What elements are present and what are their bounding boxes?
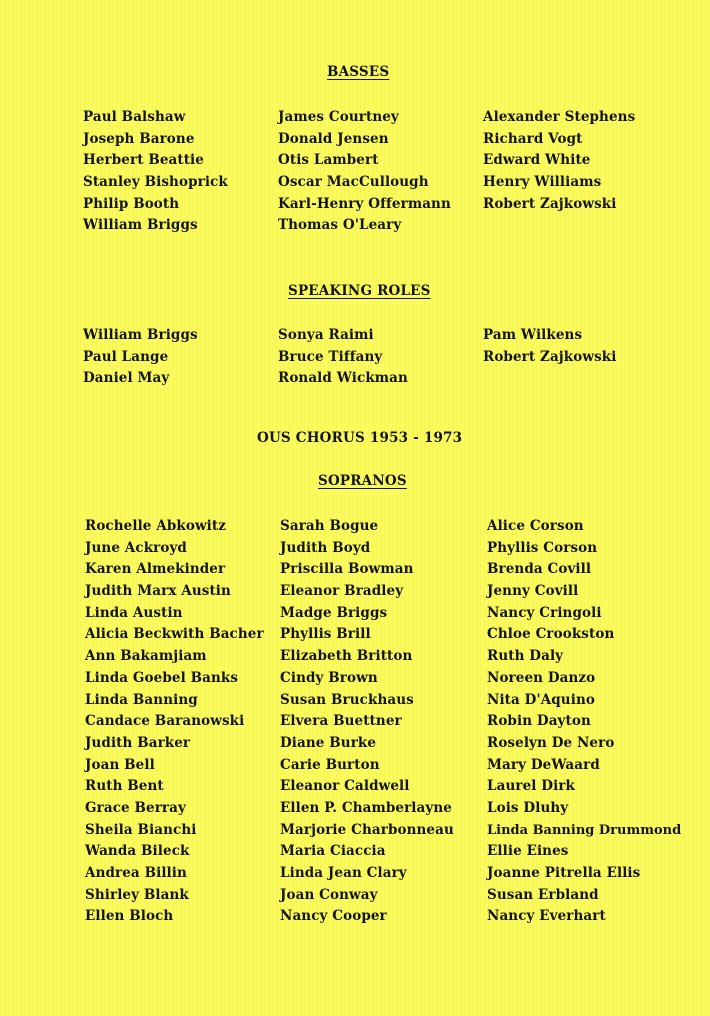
soprano-name: Linda Goebel Banks [85, 669, 239, 686]
basses-name: Paul Balshaw [83, 109, 186, 125]
basses-name: Karl-Henry Offermann [278, 195, 451, 212]
speaking-role-name: Paul Lange [83, 348, 169, 365]
speaking-role-name: Pam Wilkens [483, 327, 583, 343]
speaking-role-name: Robert Zajkowski [483, 348, 617, 365]
soprano-name: Sheila Bianchi [85, 821, 197, 838]
basses-name: Richard Vogt [483, 130, 583, 147]
soprano-name: Linda Austin [85, 604, 183, 621]
soprano-name: Phyllis Corson [487, 539, 598, 556]
soprano-name: Nancy Cringoli [487, 604, 602, 621]
basses-name: Joseph Barone [83, 130, 195, 147]
sopranos-column-1 [85, 516, 264, 928]
soprano-name: Jenny Covill [487, 583, 579, 600]
basses-name: Philip Booth [83, 195, 180, 212]
soprano-name: Karen Almekinder [85, 561, 226, 578]
soprano-name: Joanne Pitrella Ellis [487, 865, 641, 881]
soprano-name: Joan Conway [280, 886, 378, 903]
soprano-name: Roselyn De Nero [487, 734, 615, 751]
soprano-name: Alice Corson [487, 518, 584, 534]
soprano-name: Linda Banning Drummond [487, 822, 682, 838]
soprano-name: Ruth Bent [85, 778, 164, 795]
basses-name: Thomas O'Leary [278, 217, 402, 234]
basses-name: Edward White [483, 152, 591, 169]
basses-name: Otis Lambert [278, 152, 379, 169]
speaking-role-name: William Briggs [83, 327, 198, 343]
basses-column-2 [278, 107, 451, 237]
basses-name: James Courtney [278, 109, 399, 125]
speaking-role-name: Sonya Raimi [278, 327, 374, 343]
soprano-name: Susan Erbland [487, 886, 599, 903]
basses-name: Oscar MacCullough [278, 174, 429, 191]
soprano-name: Elvera Buettner [280, 713, 402, 730]
soprano-name: Diane Burke [280, 734, 377, 751]
speaking-roles-column-3 [483, 325, 616, 368]
soprano-name: Judith Marx Austin [85, 583, 231, 600]
basses-name: Herbert Beattie [83, 152, 204, 169]
soprano-name: Mary DeWaard [487, 756, 600, 773]
soprano-name: Nancy Everhart [487, 908, 606, 925]
soprano-name: Cindy Brown [280, 669, 378, 686]
soprano-name: June Ackroyd [85, 539, 187, 556]
basses-column-1 [83, 107, 228, 237]
basses-name: Donald Jensen [278, 130, 389, 147]
soprano-name: Linda Jean Clary [280, 865, 407, 881]
sopranos-column-2 [280, 516, 454, 928]
soprano-name: Grace Berray [85, 799, 186, 816]
soprano-name: Ellen P. Chamberlayne [280, 799, 452, 816]
sopranos-column-3 [487, 516, 681, 928]
speaking-roles-heading: SPEAKING ROLES [288, 283, 431, 299]
soprano-name: Linda Banning [85, 691, 198, 708]
basses-column-3 [483, 107, 635, 215]
soprano-name: Wanda Bileck [85, 843, 190, 860]
soprano-name: Eleanor Caldwell [280, 778, 410, 795]
speaking-role-name: Ronald Wickman [278, 370, 408, 387]
basses-name: Robert Zajkowski [483, 195, 617, 212]
soprano-name: Maria Ciaccia [280, 843, 386, 860]
soprano-name: Nita D'Aquino [487, 691, 595, 708]
soprano-name: Ellen Bloch [85, 908, 174, 925]
soprano-name: Laurel Dirk [487, 778, 575, 795]
soprano-name: Phyllis Brill [280, 626, 371, 643]
basses-name: William Briggs [83, 217, 198, 234]
sopranos-heading: SOPRANOS [318, 473, 407, 489]
soprano-name: Madge Briggs [280, 604, 388, 621]
soprano-name: Rochelle Abkowitz [85, 518, 227, 534]
soprano-name: Nancy Cooper [280, 908, 387, 925]
soprano-name: Candace Baranowski [85, 713, 245, 730]
soprano-name: Elizabeth Britton [280, 648, 413, 665]
soprano-name: Shirley Blank [85, 886, 189, 903]
soprano-name: Alicia Beckwith Bacher [85, 626, 264, 643]
soprano-name: Carie Burton [280, 756, 380, 773]
soprano-name: Sarah Bogue [280, 518, 379, 534]
soprano-name: Lois Dluhy [487, 799, 569, 816]
speaking-role-name: Daniel May [83, 370, 170, 387]
soprano-name: Brenda Covill [487, 561, 592, 578]
soprano-name: Eleanor Bradley [280, 583, 404, 600]
basses-name: Stanley Bishoprick [83, 174, 228, 191]
soprano-name: Judith Barker [85, 734, 191, 751]
speaking-roles-column-2 [278, 325, 408, 390]
soprano-name: Noreen Danzo [487, 669, 596, 686]
soprano-name: Joan Bell [85, 756, 155, 773]
soprano-name: Priscilla Bowman [280, 561, 414, 578]
speaking-roles-column-1 [83, 325, 198, 390]
soprano-name: Ann Bakamjiam [85, 648, 207, 665]
soprano-name: Ellie Eines [487, 843, 569, 860]
soprano-name: Judith Boyd [280, 539, 371, 556]
basses-name: Henry Williams [483, 174, 602, 191]
soprano-name: Marjorie Charbonneau [280, 821, 454, 838]
soprano-name: Andrea Billin [85, 865, 187, 881]
soprano-name: Ruth Daly [487, 648, 564, 665]
soprano-name: Susan Bruckhaus [280, 691, 414, 708]
soprano-name: Robin Dayton [487, 713, 591, 730]
chorus-title: OUS CHORUS 1953 - 1973 [257, 430, 463, 446]
basses-heading: BASSES [327, 64, 390, 80]
soprano-name: Chloe Crookston [487, 626, 615, 643]
speaking-role-name: Bruce Tiffany [278, 348, 383, 365]
basses-name: Alexander Stephens [483, 109, 636, 125]
